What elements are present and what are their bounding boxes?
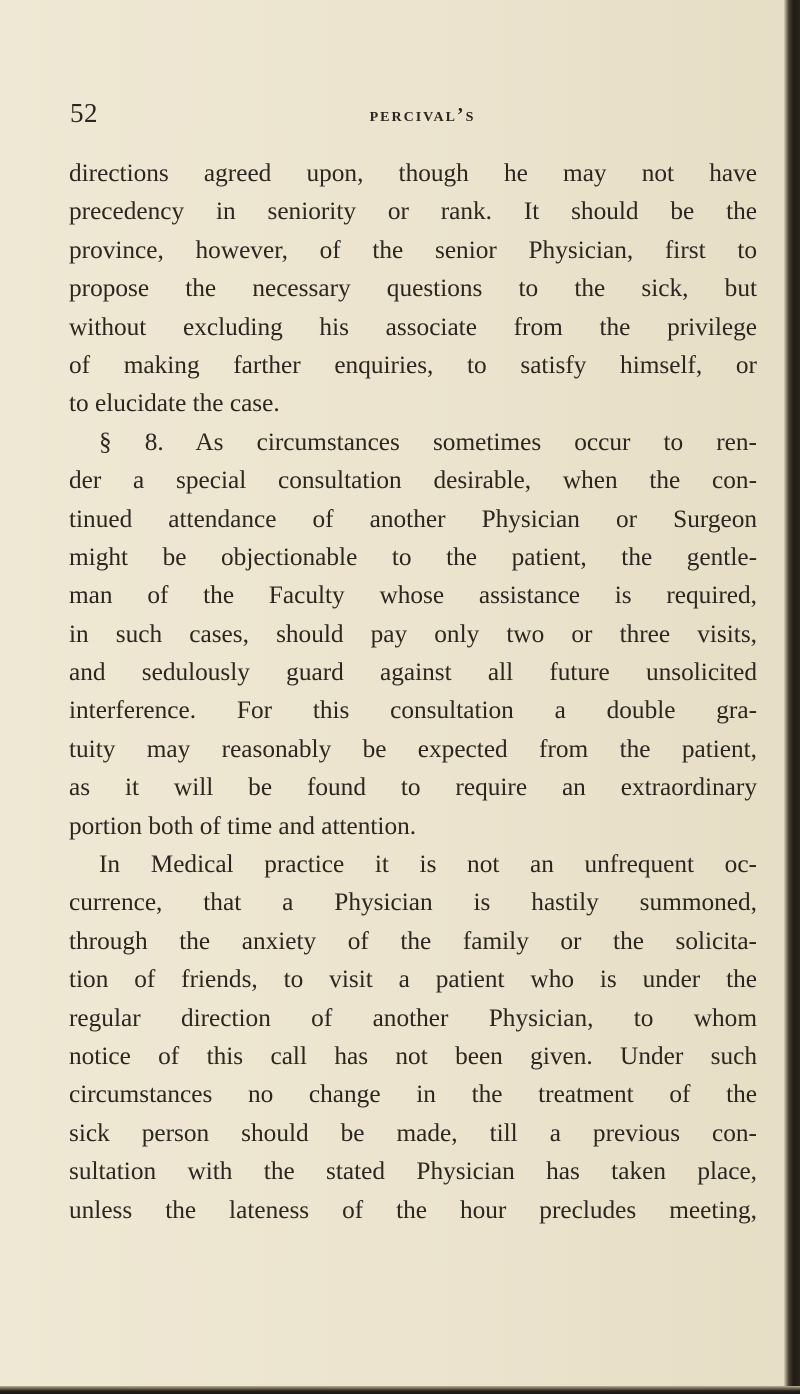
text-line: regular direction of another Physician, to whom bbox=[69, 1003, 757, 1032]
text-line: without excluding his associate from the privilege bbox=[69, 312, 757, 341]
book-spine-shadow bbox=[784, 0, 800, 1394]
text-line: through the anxiety of the family or the solicita- bbox=[69, 926, 757, 955]
text-line: and sedulously guard against all future unsolicited bbox=[69, 658, 757, 687]
text-line: directions agreed upon, though he may not have bbox=[69, 159, 757, 187]
page-bottom-shadow bbox=[0, 1386, 800, 1394]
paragraph-first-line: In Medical practice it is not an unfrequent oc- bbox=[99, 850, 757, 879]
text-line: in such cases, should pay only two or three visits, bbox=[69, 619, 757, 648]
text-line: as it will be found to require an extraordinary bbox=[69, 773, 757, 802]
text-line: to elucidate the case. bbox=[69, 389, 280, 418]
running-head: percival’s bbox=[369, 104, 476, 126]
text-line: of making farther enquiries, to satisfy himself, or bbox=[69, 350, 757, 379]
text-line: might be objectionable to the patient, the gentle- bbox=[69, 542, 757, 571]
page-number: 52 bbox=[70, 98, 98, 128]
text-line: interference. For this consultation a double gra- bbox=[69, 696, 757, 725]
text-line: circumstances no change in the treatment of the bbox=[69, 1080, 757, 1109]
text-line: sick person should be made, till a previous con- bbox=[69, 1118, 757, 1147]
text-line: precedency in seniority or rank. It should be the bbox=[69, 197, 757, 226]
body-text bbox=[69, 154, 757, 1229]
page-header bbox=[70, 98, 775, 138]
text-line: propose the necessary questions to the sick, but bbox=[69, 274, 757, 303]
text-line: der a special consultation desirable, when the con- bbox=[69, 466, 757, 495]
text-line: notice of this call has not been given. Under such bbox=[69, 1041, 757, 1070]
text-line: man of the Faculty whose assistance is required, bbox=[69, 581, 757, 610]
section-heading-line: § 8. As circumstances sometimes occur to ren- bbox=[99, 427, 757, 456]
text-line: currence, that a Physician is hastily summoned, bbox=[69, 888, 757, 917]
text-line: tuity may reasonably be expected from the patient, bbox=[69, 734, 757, 763]
text-line: sultation with the stated Physician has taken place, bbox=[69, 1157, 757, 1186]
text-line: portion both of time and attention. bbox=[69, 811, 417, 840]
text-line: province, however, of the senior Physician, first to bbox=[69, 235, 757, 264]
text-line: tinued attendance of another Physician or Surgeon bbox=[69, 504, 757, 533]
text-line: tion of friends, to visit a patient who is under the bbox=[69, 965, 757, 994]
text-line: unless the lateness of the hour precludes meeting, bbox=[69, 1195, 757, 1224]
